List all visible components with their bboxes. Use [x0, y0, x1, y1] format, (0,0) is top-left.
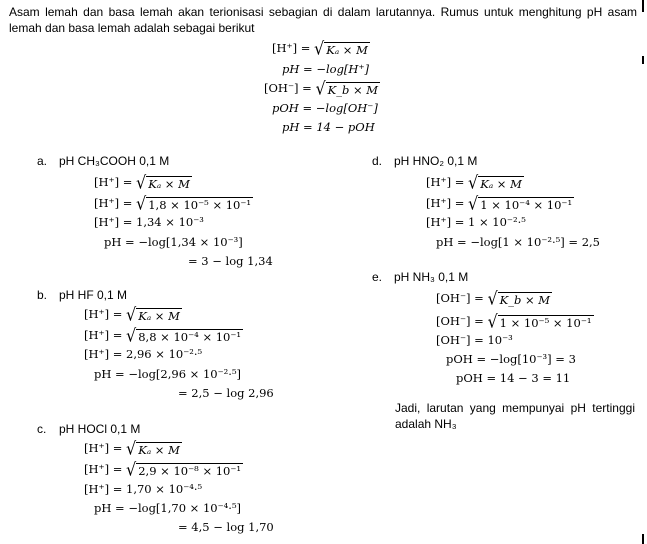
item-b-line1-lhs: [H⁺] = [84, 307, 123, 321]
item-a-line2 [94, 195, 253, 212]
item-a-line1-lhs: [H⁺] = [94, 175, 133, 189]
item-d-line1 [426, 174, 524, 191]
item-b-line3: [H⁺] = 2,96 × 10⁻²·⁵ [84, 347, 203, 361]
item-e-line3: [OH⁻] = 10⁻³ [436, 333, 513, 347]
conclusion-text: Jadi, larutan yang mempunyai pH tertinggi adalah NH₃ [395, 401, 635, 431]
item-a-heading: pH CH₃COOH 0,1 M [59, 154, 170, 168]
item-c-line2-lhs: [H⁺] = [84, 462, 123, 476]
item-a-line1-radicand: Kₐ × M [148, 177, 190, 191]
formula-oh-minus-lhs: [OH⁻] = [264, 81, 312, 95]
right-edge-mark-top [642, 0, 644, 12]
sqrt-symbol: √ Kₐ × M [468, 172, 522, 193]
item-e-line2-lhs: [OH⁻] = [436, 314, 484, 328]
item-a-line5: = 3 − log 1,34 [188, 254, 273, 268]
intro-paragraph: Asam lemah dan basa lemah akan terionisasi sebagian di dalam larutannya. Rumus untuk menghitung pH asam lemah dan basa lemah adalah sebagai berikut [9, 5, 637, 35]
item-b-label: b. [37, 288, 48, 302]
item-b-line2 [84, 327, 243, 344]
item-c-line2 [84, 461, 243, 478]
item-e-line5: pOH = 14 − 3 = 11 [456, 371, 571, 385]
item-a-line4: pH = −log[1,34 × 10⁻³] [104, 235, 243, 249]
item-d-line3: [H⁺] = 1 × 10⁻²·⁵ [426, 215, 526, 229]
sqrt-symbol: √ Kₐ × M [126, 304, 180, 325]
item-d-line1-radicand: Kₐ × M [480, 177, 522, 191]
formula-poh: pOH = −log[OH⁻] [272, 101, 378, 115]
formula-oh-minus [264, 80, 380, 97]
item-a-label: a. [37, 154, 48, 168]
item-e-line1 [436, 290, 552, 307]
item-c-line4: pH = −log[1,70 × 10⁻⁴·⁵] [94, 501, 242, 515]
sqrt-symbol: √ 2,9 × 10⁻⁸ × 10⁻¹ [126, 459, 242, 480]
item-e-heading: pH NH₃ 0,1 M [394, 270, 469, 284]
sqrt-symbol: √ 8,8 × 10⁻⁴ × 10⁻¹ [126, 325, 242, 346]
formula-h-plus-lhs: [H⁺] = [272, 41, 311, 55]
item-d-line2 [426, 195, 574, 212]
item-e-line2-radicand: 1 × 10⁻⁵ × 10⁻¹ [499, 316, 592, 330]
item-b-line4: pH = −log[2,96 × 10⁻²·⁵] [94, 367, 242, 381]
item-e-line1-radicand: K_b × M [499, 293, 551, 307]
item-e-label: e. [372, 270, 383, 284]
item-c-line5: = 4,5 − log 1,70 [178, 520, 274, 534]
item-e-line2 [436, 313, 594, 330]
item-b-line2-lhs: [H⁺] = [84, 328, 123, 342]
item-c-line1-radicand: Kₐ × M [138, 443, 180, 457]
item-a-line2-lhs: [H⁺] = [94, 196, 133, 210]
item-d-label: d. [372, 154, 383, 168]
item-d-line2-radicand: 1 × 10⁻⁴ × 10⁻¹ [480, 198, 573, 212]
right-edge-mark-mid [642, 56, 644, 64]
item-c-line2-radicand: 2,9 × 10⁻⁸ × 10⁻¹ [138, 464, 242, 478]
item-d-line4: pH = −log[1 × 10⁻²·⁵] = 2,5 [436, 235, 600, 249]
formula-h-plus-radicand: Kₐ × M [326, 43, 368, 57]
item-b-heading: pH HF 0,1 M [59, 288, 128, 302]
item-a-line1 [94, 174, 192, 191]
item-b-line1-radicand: Kₐ × M [138, 309, 180, 323]
right-edge-mark-bottom [642, 534, 644, 544]
sqrt-symbol: √ K_b × M [487, 288, 551, 309]
item-e-line4: pOH = −log[10⁻³] = 3 [446, 352, 576, 366]
item-a-line2-radicand: 1,8 × 10⁻⁵ × 10⁻¹ [148, 198, 252, 212]
item-c-line3: [H⁺] = 1,70 × 10⁻⁴·⁵ [84, 482, 203, 496]
item-d-line1-lhs: [H⁺] = [426, 175, 465, 189]
item-c-line1 [84, 440, 182, 457]
sqrt-symbol: √ 1,8 × 10⁻⁵ × 10⁻¹ [136, 193, 252, 214]
sqrt-symbol: √ Kₐ × M [314, 38, 368, 59]
item-a-line3: [H⁺] = 1,34 × 10⁻³ [94, 215, 204, 229]
item-b-line1 [84, 306, 182, 323]
item-b-line5: = 2,5 − log 2,96 [178, 386, 274, 400]
formula-h-plus [272, 40, 370, 57]
item-d-line2-lhs: [H⁺] = [426, 196, 465, 210]
item-e-line1-lhs: [OH⁻] = [436, 291, 484, 305]
formula-oh-minus-radicand: K_b × M [327, 83, 379, 97]
item-c-line1-lhs: [H⁺] = [84, 441, 123, 455]
item-c-label: c. [37, 422, 47, 436]
sqrt-symbol: √ Kₐ × M [126, 438, 180, 459]
sqrt-symbol: √ 1 × 10⁻⁵ × 10⁻¹ [487, 311, 592, 332]
item-d-heading: pH HNO₂ 0,1 M [394, 154, 478, 168]
sqrt-symbol: √ 1 × 10⁻⁴ × 10⁻¹ [468, 193, 573, 214]
item-c-heading: pH HOCl 0,1 M [59, 422, 141, 436]
formula-ph-from-poh: pH = 14 − pOH [282, 120, 375, 134]
formula-ph: pH = −log[H⁺] [282, 62, 370, 76]
sqrt-symbol: √ K_b × M [315, 78, 379, 99]
sqrt-symbol: √ Kₐ × M [136, 172, 190, 193]
item-b-line2-radicand: 8,8 × 10⁻⁴ × 10⁻¹ [138, 330, 242, 344]
